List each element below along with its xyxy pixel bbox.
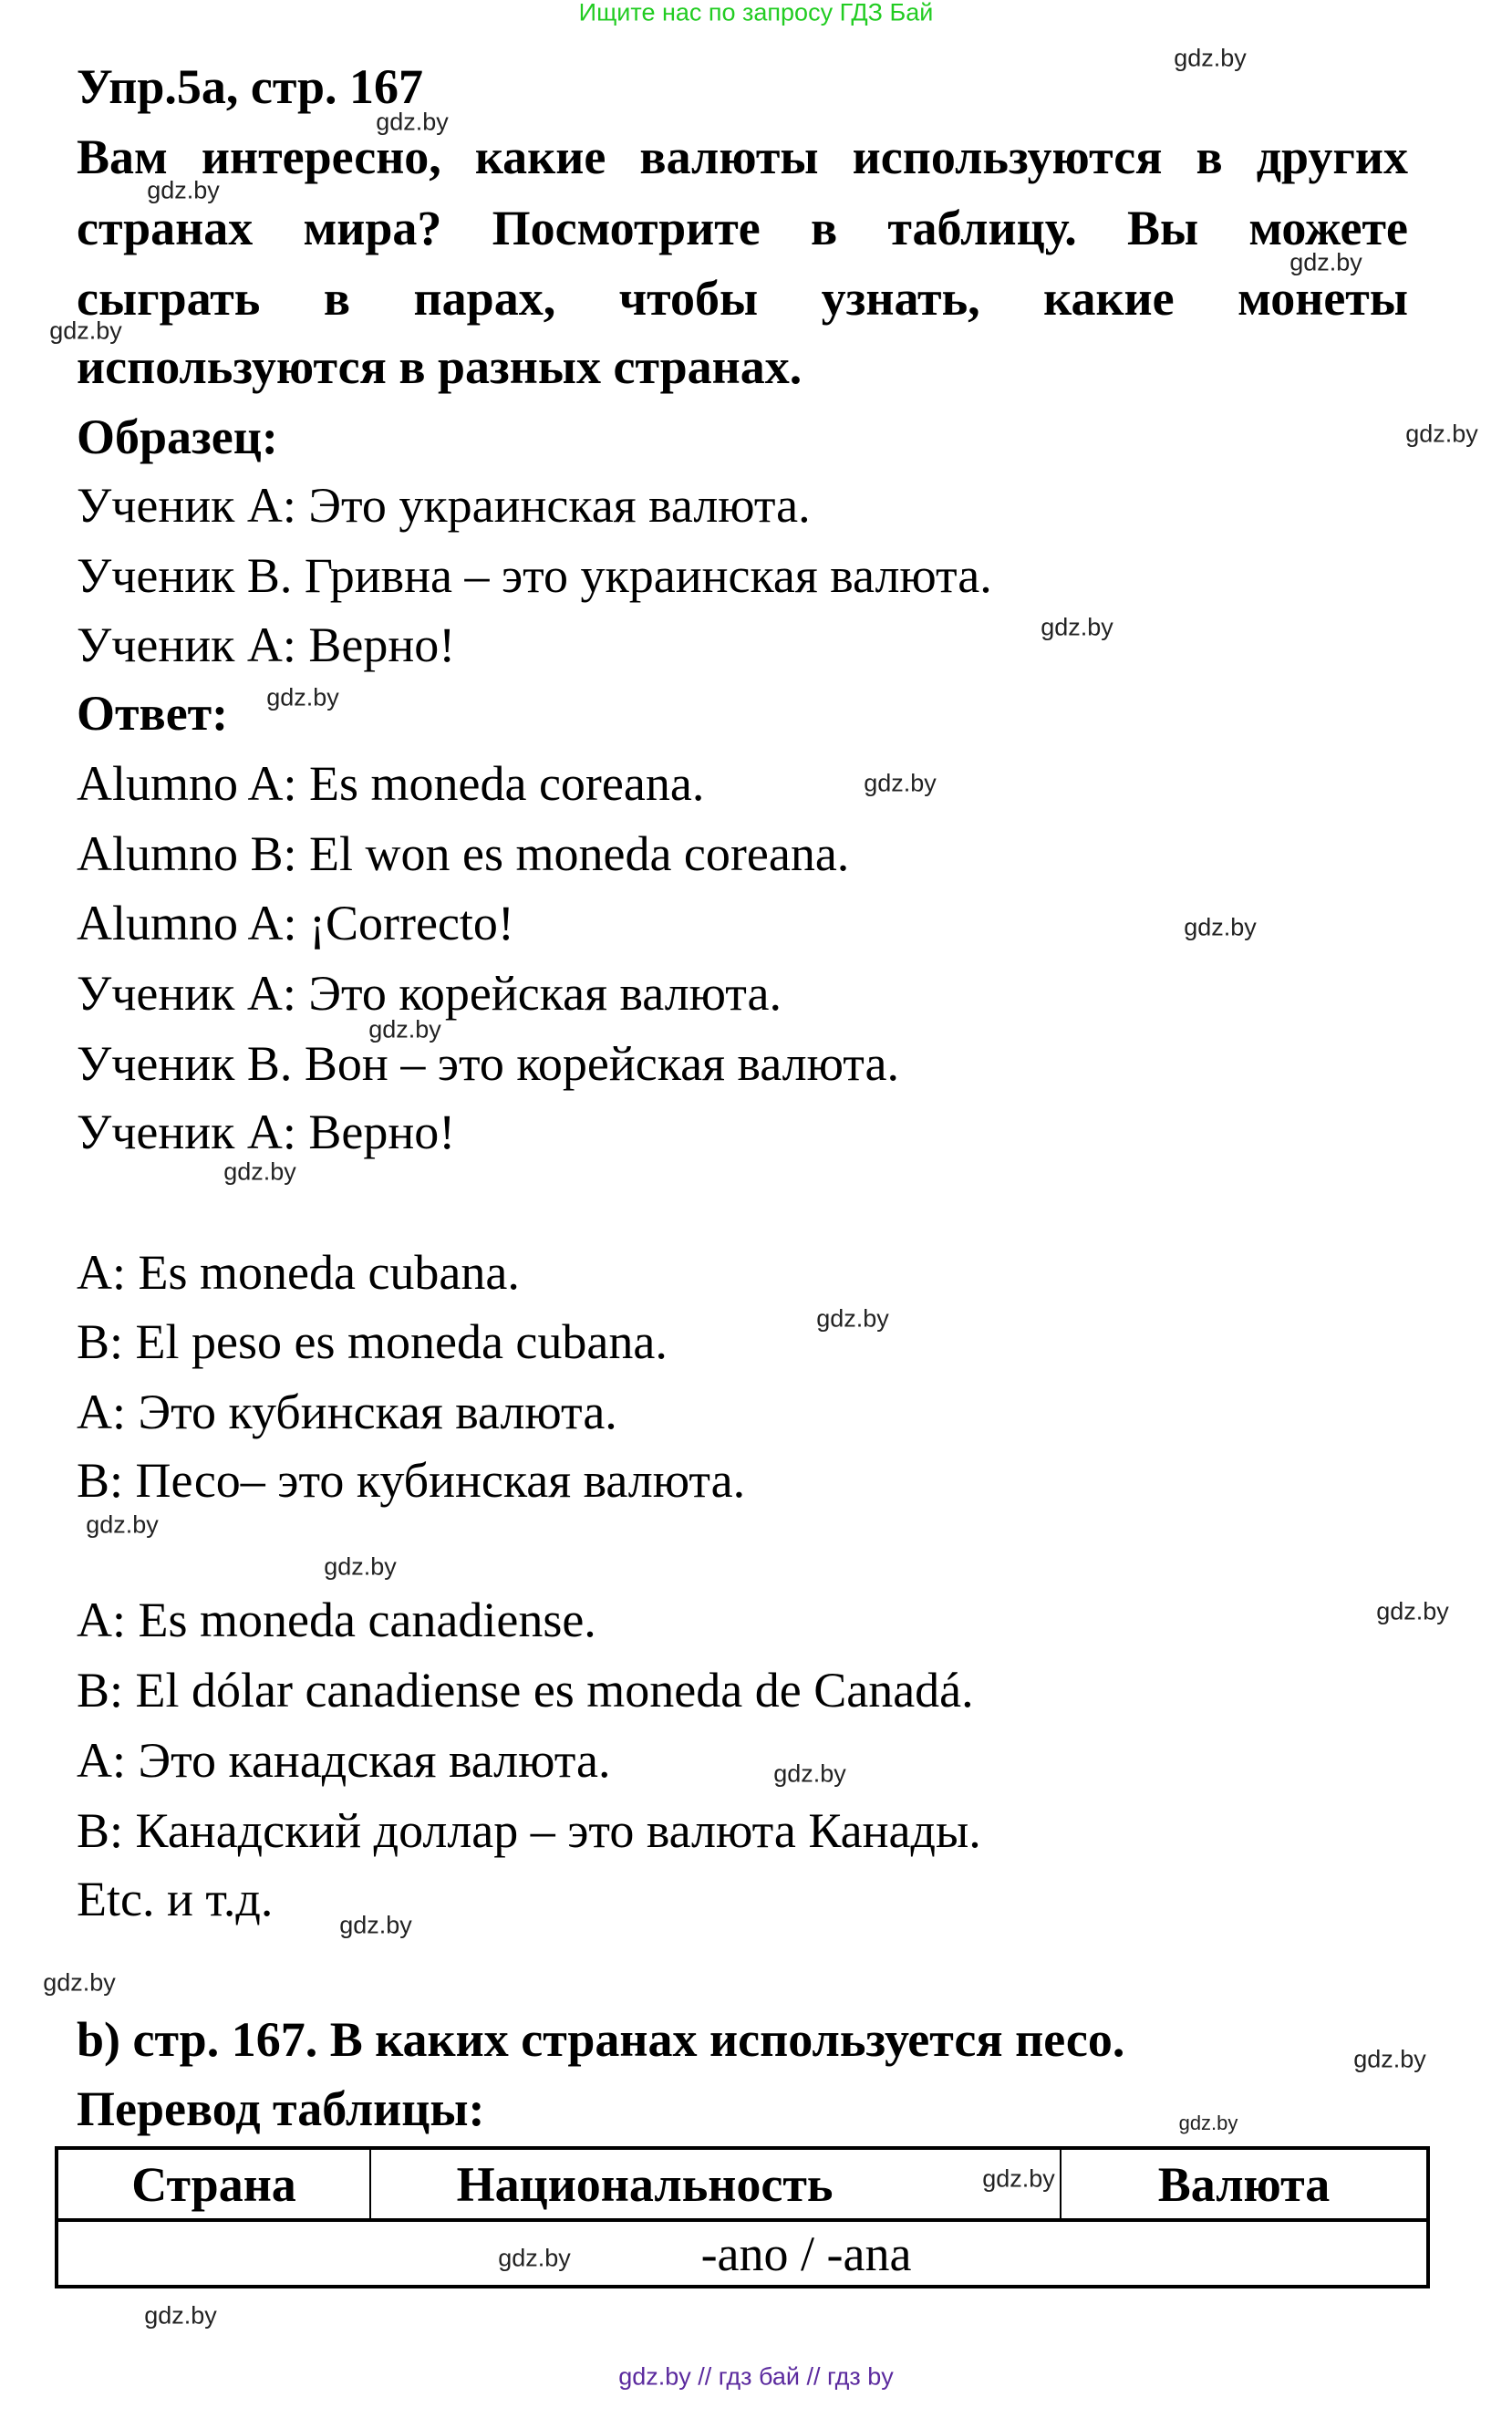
translation-table [55, 2146, 1430, 2288]
watermark: gdz.by [324, 1552, 397, 1581]
text-line: A: Es moneda canadiense. [77, 1593, 596, 1647]
watermark: gdz.by [1041, 613, 1113, 641]
watermark: gdz.by [223, 1157, 296, 1186]
watermark: gdz.by [498, 2244, 571, 2272]
text-line: A: Es moneda cubana. [77, 1245, 520, 1300]
watermark: gdz.by [266, 683, 339, 711]
watermark: gdz.by [773, 1759, 846, 1788]
watermark: gdz.by [816, 1304, 889, 1333]
watermark: gdz.by [864, 769, 937, 797]
text-line: Ученик В. Вон – это корейская валюта. [77, 1036, 899, 1091]
text-line: Alumno B: El won es moneda coreana. [77, 826, 850, 881]
text-line: Перевод таблицы: [77, 2081, 485, 2136]
text-line: Ученик В. Гривна – это украинская валюта. [77, 548, 992, 603]
watermark: gdz.by [147, 176, 220, 204]
text-line: Вам интересно, какие валюты используются в других [77, 130, 1408, 184]
text-line: Ученик А: Верно! [77, 1105, 456, 1159]
text-line: Ученик А: Это украинская валюта. [77, 478, 811, 533]
watermark: gdz.by [144, 2301, 217, 2330]
watermark: gdz.by [368, 1015, 441, 1043]
footer-banner[interactable]: gdz.by // гдз бай // гдз by [618, 2362, 894, 2391]
watermark: gdz.by [339, 1911, 412, 1939]
text-line: B: El dólar canadiense es moneda de Canadá. [77, 1663, 974, 1718]
watermark: gdz.by [1376, 1597, 1449, 1625]
text-line: В: Песо– это кубинская валюта. [77, 1453, 746, 1508]
text-line: А: Это канадская валюта. [77, 1733, 611, 1788]
text-line: Ответ: [77, 686, 229, 741]
row-divider [58, 2218, 1426, 2222]
text-line: Etc. и т.д. [77, 1872, 274, 1926]
watermark: gdz.by [982, 2164, 1055, 2193]
table-header-currency: Валюта [1157, 2157, 1331, 2212]
text-line: b) стр. 167. В каких странах используется песо. [77, 2012, 1125, 2067]
header-banner[interactable]: Ищите нас по запросу ГДЗ Бай [578, 0, 934, 26]
table-header-nationality: Национальность [456, 2157, 834, 2212]
watermark: gdz.by [1184, 913, 1257, 941]
table-cell-suffix: -ano / -ana [700, 2226, 912, 2281]
exercise-title: Упр.5а, стр. 167 [77, 59, 424, 114]
text-line: B: El peso es moneda cubana. [77, 1314, 668, 1369]
watermark: gdz.by [1174, 44, 1247, 72]
text-line: Alumno A: ¡Correcto! [77, 896, 514, 950]
watermark: gdz.by [43, 1968, 116, 1997]
watermark: gdz.by [376, 108, 449, 136]
text-line: В: Канадский доллар – это валюта Канады. [77, 1803, 981, 1858]
watermark: gdz.by [1405, 420, 1478, 448]
text-line: Образец: [77, 410, 278, 464]
text-line: А: Это кубинская валюта. [77, 1385, 617, 1439]
watermark: gdz.by [49, 317, 122, 345]
text-line: используются в разных странах. [77, 339, 803, 394]
watermark: gdz.by [1178, 2112, 1238, 2134]
watermark: gdz.by [1289, 248, 1362, 276]
watermark: gdz.by [86, 1510, 159, 1539]
text-line: Alumno A: Es moneda coreana. [77, 756, 705, 811]
watermark: gdz.by [1353, 2045, 1426, 2073]
text-line: сыграть в парах, чтобы узнать, какие монеты [77, 271, 1408, 326]
text-line: Ученик А: Верно! [77, 617, 456, 672]
table-header-country: Страна [131, 2157, 296, 2212]
text-line: Ученик А: Это корейская валюта. [77, 966, 782, 1021]
text-line: странах мира? Посмотрите в таблицу. Вы можете [77, 201, 1408, 255]
